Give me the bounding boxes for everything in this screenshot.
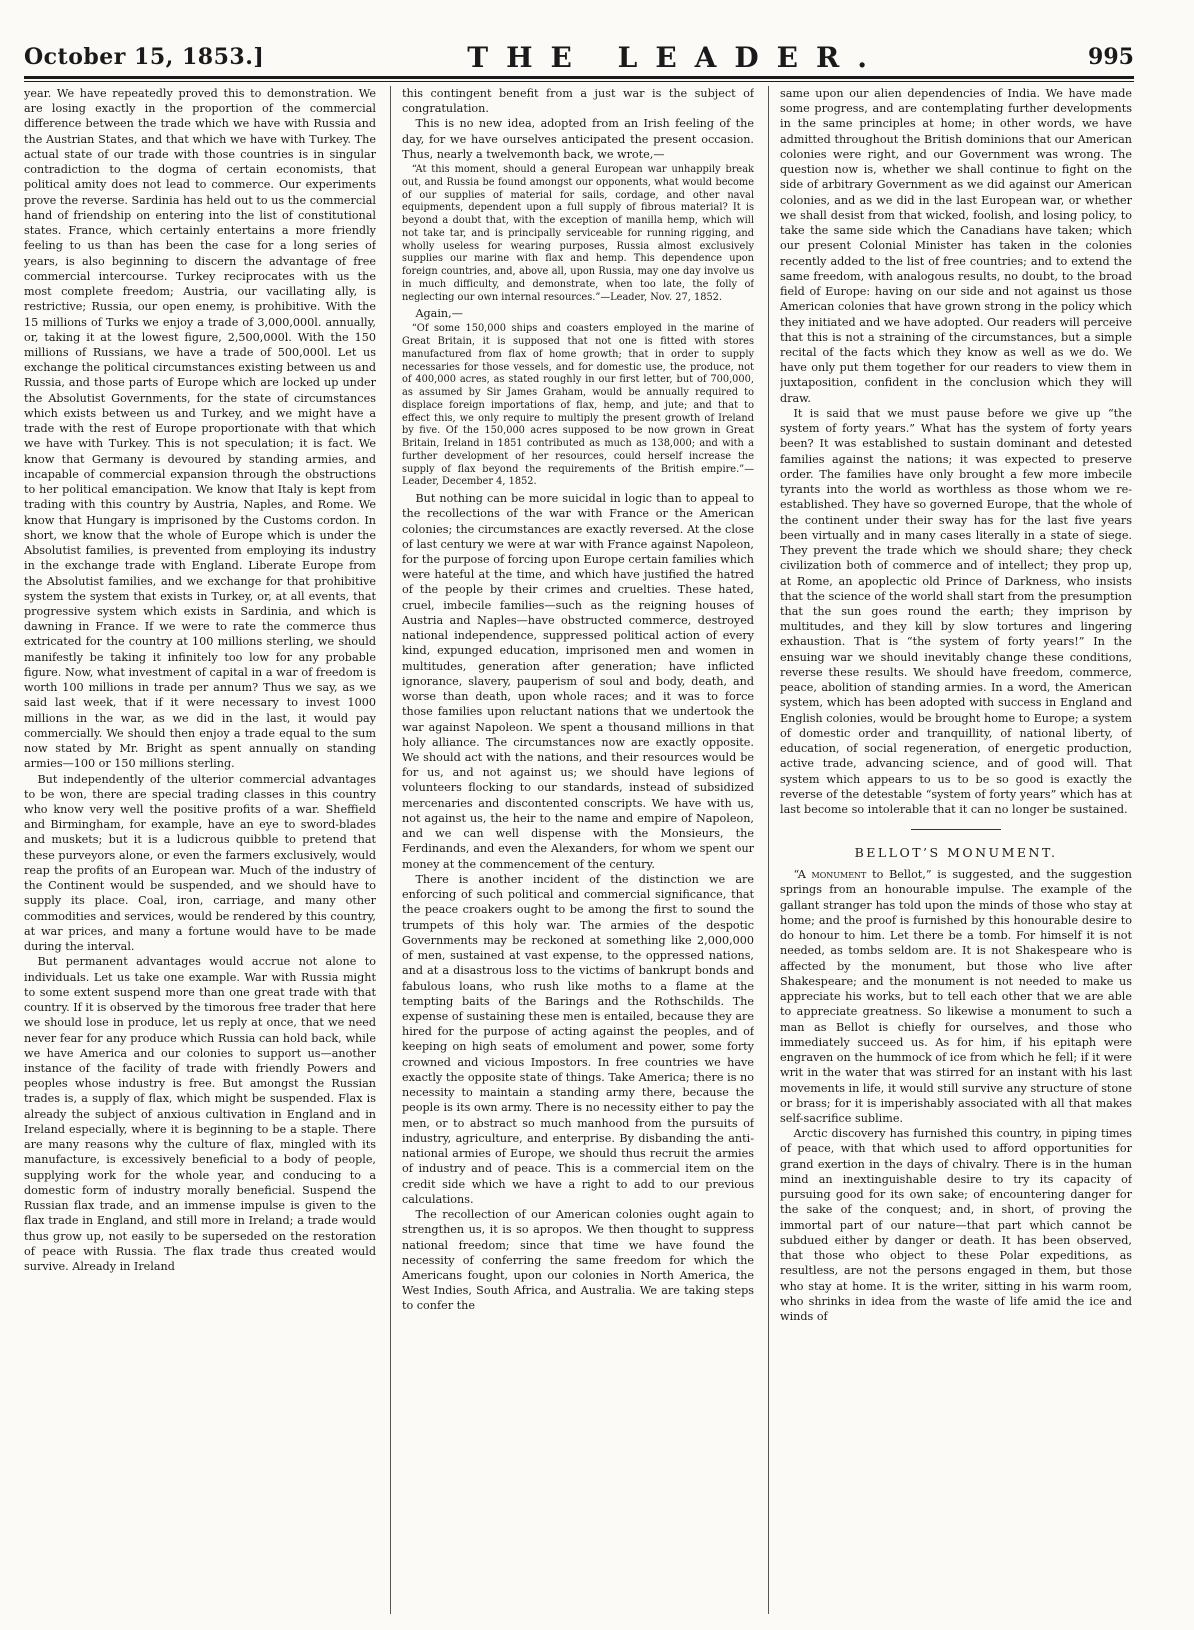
section-heading: BELLOT’S MONUMENT. xyxy=(854,845,1058,861)
column-1 xyxy=(24,86,376,1614)
issue-date: October 15, 1853.] xyxy=(24,44,265,70)
newspaper-title: THE LEADER. xyxy=(467,40,886,74)
paragraph: But independently of the ulterior commercial advantages to be won, there are special trading classes in this country who know very well the positive profits of a war. Sheffield and Birmingham, for example, have an eye to sword-blades and muskets; but it is a ludicrous quibble to pretend that these purveyors alone, or even the farmers exclusively, would reap the profits of an European war. Much of the industry of the Continent would be suspended, and we should have to supply its place. Coal, iron, carriage, and many other commodities and services, would be rendered by this country, at war prices, and many a fortune would have to be made during the interval. xyxy=(24,772,376,954)
column-3 xyxy=(780,86,1132,1614)
block-quote: “At this moment, should a general European war unhappily break out, and Russia be found amongst our opponents, what would become of our supplies of material for sails, cordage, and other naval equipments, dependent upon a full supply of fibrous material? It is beyond a doubt that, with the exception of manilla hemp, which will not take tar, and is principally serviceable for running rigging, and wholly useless for wearing purposes, Russia almost exclusively supplies our marine with flax and hemp. This dependence upon foreign countries, and, above all, upon Russia, may one day involve us in much difficulty, and demonstrate, when too late, the folly of neglecting our own internal resources.”—Leader, Nov. 27, 1852. xyxy=(402,164,754,303)
paragraph: Arctic discovery has furnished this country, in piping times of peace, with that which used to afford opportunities for grand exertion in the days of chivalry. There is in the human mind an inextinguishable desire to try its capacity of pursuing good for its own sake; of encountering danger for the sake of the conquest; and, in short, of proving the immortal part of our nature—that part which cannot be subdued either by danger or death. It has been observed, that those who object to these Polar expeditions, as resultless, are not the persons engaged in them, but those who stay at home. It is the writer, sitting in his warm room, who shrinks in idea from the waste of life amid the ice and winds of xyxy=(780,1127,1132,1324)
section-divider xyxy=(911,829,1001,830)
paragraph: Again,— xyxy=(415,307,463,321)
paragraph: year. We have repeatedly proved this to demonstration. We are losing exactly in the proportion of the commercial difference between the trade which we have with Russia and the Austrian States, and that which we have with Turkey. The actual state of our trade with those countries is in singular contradiction to the dogma of certain economists, that political amity does not lead to commerce. Our experiments prove the reverse. Sardinia has held out to us the commercial hand of friendship on entering into the list of constitutional states. France, which certainly entertains a more friendly feeling to us than has been the case for a long series of years, is also beginning to discern the advantage of free commercial intercourse. Turkey reciprocates with us the most complete freedom; Austria, our vacillating ally, is restrictive; Russia, our open enemy, is prohibitive. With the 15 millions of Turks we enjoy a trade of 3,000,000l. annually, or, taking it at the lowest figure, 2,500,000l. With the 150 millions of Russians, we have a trade of 500,000l. Let us exchange the political circumstances existing between us and Russia, and those parts of Europe which are locked up under the Absolutist Governments, for the state of circumstances which exists between us and Turkey, and we might have a trade with the rest of Europe proportionate with that which we have with Turkey. This is not speculation; it is fact. We know that Germany is devoured by standing armies, and incapable of commercial expansion through the obstructions to her political emancipation. We know that Italy is kept from trading with this country by Austria, Naples, and Rome. We know that Hungary is imprisoned by the Customs cordon. In short, we know that the whole of Europe which is under the Absolutist families, is prevented from employing its industry in the exchange trade with England. Liberate Europe from the Absolutist families, and we exchange for that prohibitive system the system that exists in Turkey, or, at all events, that progressive system which exists in Sardinia, and which is dawning in France. If we were to rate the commerce thus extricated for the country at 100 millions sterling, we should manifestly be taking it infinitely too low for any probable figure. Now, what investment of capital in a war of freedom is worth 100 millions in trade per annum? Thus we say, as we said last week, that if it were necessary to invest 1000 millions in the war, as we did in the last, it would pay commercially. We should then enjoy a trade equal to the sum now stated by Mr. Bright as spent annually on standing armies—100 or 150 millions sterling. xyxy=(24,87,376,771)
page-number: 995 xyxy=(1088,44,1134,70)
masthead-rule-thin xyxy=(24,81,1134,82)
masthead xyxy=(24,40,1134,74)
paragraph: The recollection of our American colonies ought again to strengthen us, it is so apropos. We then thought to suppress national freedom; since that time we have found the necessity of conferring the same freedom for which the Americans fought, upon our colonies in North America, the West Indies, South Africa, and Australia. We are taking steps to confer the xyxy=(402,1208,754,1313)
paragraph: There is another incident of the distinction we are enforcing of such political and commercial significance, that the peace croakers ought to be among the first to sound the trumpets of this holy war. The armies of the despotic Governments may be reckoned at something like 2,000,000 of men, sustained at vast expense, to the oppressed nations, and at a disastrous loss to the victims of bankrupt bonds and fabulous loans, who rush like moths to a flame at the tempting baits of the Barings and the Rothschilds. The expense of sustaining these men is entailed, because they are hired for the purpose of acting against the peoples, and of keeping on high seats of emolument and power, some forty crowned and vicious Impostors. In free countries we have exactly the opposite state of things. Take America; there is no necessity to maintain a standing army there, because the people is its own army. There is no necessity either to pay the men, or to abstract so much manhood from the pursuits of industry, agriculture, and enterprise. By disbanding the anti-national armies of Europe, we should thus recruit the armies of industry and of peace. This is a commercial item on the credit side which we have a right to add to our previous calculations. xyxy=(402,872,754,1206)
column-divider xyxy=(768,86,769,1614)
paragraph-text: to Bellot,” is suggested, and the suggestion springs from an honourable impulse. The example of the gallant stranger has told upon the minds of those who stay at home; and the proof is furnished by this honourable desire to do honour to him. Let there be a tomb. For himself it is not needed, as tombs seldom are. It is not Shakespeare who is affected by the monument, but those who live after Shakespeare; and the monument is not needed to make us appreciate his works, but to tell each other that we are able to appreciate greatness. So likewise a monument to such a man as Bellot is chiefly for ourselves, and those who immediately succeed us. As for him, if his epitaph were engraven on the hummock of ice from which he fell; if it were writ in the water that was stirred for an instant with his last movements in life, it would still survive any structure of stone or brass; for it is imperishably associated with all that makes self-sacrifice sublime. xyxy=(780,868,1132,1125)
column-divider xyxy=(390,86,391,1614)
paragraph: It is said that we must pause before we give up “the system of forty years.” What has the system of forty years been? It was established to sustain dominant and detested families against the nations; it was expected to preserve order. The families have only brought a few more imbecile tyrants into the world as worthless as those whom we re-established. They have so governed Europe, that the whole of the continent under their sway has for the last five years been virtually and in many cases literally in a state of siege. They prevent the trade which we should share; they check civilization both of commerce and of intellect; they prop up, at Rome, an apoplectic old Prince of Darkness, who insists that the science of the world shall start from the presumption that the sun goes round the earth; they imprison by multitudes, and they kill by slow tortures and lingering exhaustion. That is “the system of forty years!” In the ensuing war we should inevitably change these conditions, reverse these results. We should have freedom, commerce, peace, abolition of standing armies. In a word, the American system, which has been adopted with success in England and English colonies, would be brought home to Europe; a system of domestic order and tranquillity, of national liberty, of education, of social regeneration, of energetic production, active trade, advancing science, and of good will. That system which appears to us to be so good is exactly the reverse of the detestable “system of forty years” which has at last become so intolerable that it can no longer be sustained. xyxy=(780,406,1132,817)
paragraph: same upon our alien dependencies of India. We have made some progress, and are contemplating further developments in the same principles at home; in other words, we have admitted throughout the British dominions that our American colonies were right, and our Government was wrong. The question now is, whether we shall continue to fight on the side of arbitrary Government as we did against our American colonies, and as we did in the last European war, or whether we shall desist from that wicked, foolish, and losing policy, to take the same side which the Canadians have taken; which our present Colonial Minister has taken in the colonies recently added to the list of free countries; and to extend the same freedom, with analogous results, no doubt, to the broad field of Europe: having on our side and not against us those American colonies that have grown strong in the policy which they initiated and we have adopted. Our readers will perceive that this is not a straining of the circumstances, but a simple recital of the facts which they know as well as we do. We have only put them together for our readers to view them in juxtaposition, confident in the conclusion which they will draw. xyxy=(780,87,1132,405)
column-2 xyxy=(402,86,754,1614)
paragraph: But permanent advantages would accrue not alone to individuals. Let us take one example. War with Russia might to some extent suspend more than one great trade with that country. If it is observed by the timorous free trader that here we should lose in produce, let us reply at once, that we need never fear for any produce which Russia can hold back, while we have America and our colonies to support us—another instance of the facility of trade with friendly Powers and peoples whose industry is free. But amongst the Russian trades is, a supply of flax, which might be suspended. Flax is already the subject of anxious cultivation in England and in Ireland especially, where it is beginning to be a staple. There are many reasons why the culture of flax, mingled with its manufacture, is excessively beneficial to a body of people, supplying work for the whole year, and conducing to a domestic form of industry morally beneficial. Suspend the Russian flax trade, and an immense impulse is given to the flax trade in England, and still more in Ireland; a trade would thus grow up, not easily to be superseded on the restoration of peace with Russia. The flax trade thus created would survive. Already in Ireland xyxy=(24,955,376,1274)
article-columns xyxy=(24,86,1134,1616)
paragraph: this contingent benefit from a just war is the subject of congratulation. xyxy=(402,87,754,116)
block-quote: “Of some 150,000 ships and coasters employed in the marine of Great Britain, it is supposed that not one is fitted with stores manufactured from flax of home growth; that in order to supply necessaries for those vessels, and for domestic use, the produce, not of 400,000 acres, as stated roughly in our first letter, but of 700,000, as assumed by Sir James Graham, would be annually required to displace foreign importations of flax, hemp, and jute; and that to effect this, we only require to multiply the present growth of Ireland by five. Of the 150,000 acres supposed to be now grown in Great Britain, Ireland in 1851 contributed as much as 138,000; and with a further development of her resources, could herself increase the supply of flax beyond the requirements of the British empire.”—Leader, December 4, 1852. xyxy=(402,323,754,488)
lead-in: “A monument xyxy=(793,868,867,882)
masthead-rule-thick xyxy=(24,76,1134,79)
paragraph xyxy=(780,867,1132,1126)
paragraph: This is no new idea, adopted from an Irish feeling of the day, for we have ourselves anticipated the present occasion. Thus, nearly a twelvemonth back, we wrote,— xyxy=(402,117,754,161)
paragraph: But nothing can be more suicidal in logic than to appeal to the recollections of the war with France or the American colonies; the circumstances are exactly reversed. At the close of last century we were at war with France against Napoleon, for the purpose of forcing upon Europe certain families which were hateful at the time, and which have justified the hatred of the people by their crimes and cruelties. These hated, cruel, imbecile families—such as the reigning houses of Austria and Naples—have obstructed commerce, destroyed national independence, suppressed political action of every kind, expunged education, imprisoned men and women in multitudes, generation after generation; have inflicted ignorance, slavery, pauperism of soul and body, death, and worse than death, upon whole races; and it was to force those families upon reluctant nations that we undertook the war against Napoleon. We spent a thousand millions in that holy alliance. The circumstances now are exactly opposite. We should act with the nations, and their resources would be for us, and not against us; we should have legions of volunteers flocking to our standards, instead of subsidized mercenaries and discontented conscripts. We have with us, not against us, the heir to the name and empire of Napoleon, and we can well dispense with the Monsieurs, the Ferdinands, and even the Alexanders, for whom we spent our money at the commencement of the century. xyxy=(402,492,754,871)
